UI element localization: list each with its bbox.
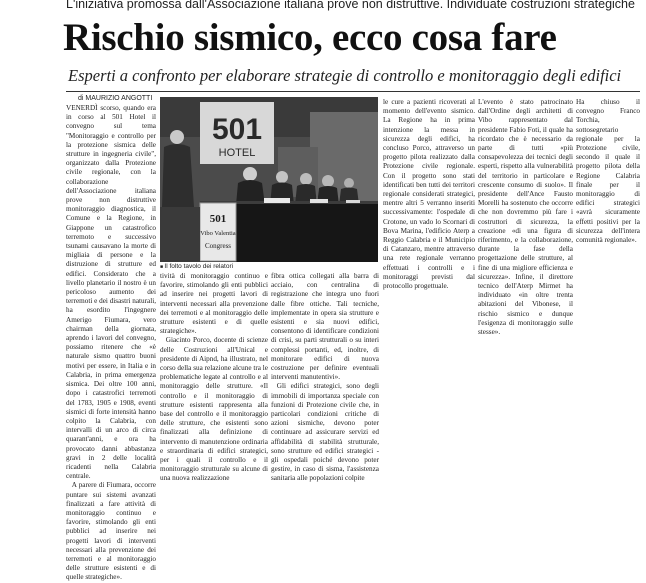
conference-photo-graphic: [160, 97, 378, 262]
paragraph: le cure a pazienti ricoverati al momento dell'evento sismico. La Regione ha in prima intenzione la messa in sicurezza degli edifici, ha concluso Porco, attraverso un progetto pilota realizzato dalla Protezione civile regionale. Con il progetto sono stati identificati ben tutti dei territori regionale considerati strategici, mentre altri 5 verranno inseriti successivamente: l'ospedale di Crotone, un vado lo Scornari di Bova Marina, l'edificio Aterp a Reggio Calabria e il Municipio di Catanzaro, mentre attraverso una rete regionale verranno effettuati i controlli e i monitoraggi previsti dal protocollo progettuale.: [383, 98, 475, 291]
backdrop-number: 501: [211, 113, 263, 146]
article-byline: di MAURIZIO ANGOTTI: [78, 95, 153, 102]
podium-line-2: Congress: [204, 242, 232, 250]
podium-number: 501: [209, 213, 227, 225]
text-column-6: [576, 98, 640, 465]
article-kicker: L'iniziativa promossa dall'Associazione italiana prove non distruttive. Individuate costruzioni strategiche: [66, 0, 635, 11]
paragraph: fibra ottica collegati alla barra di acciaio, con centralina di registrazione che integra uno fuori dalle fibre ottiche. Tali tecniche, implementate in opera sia strutture e esistenti e sia nuovi edifici, consentono di identificare condizioni di crisi, su parti strutturali o su interi complessi portanti, ed, inoltre, di monitorare edifici di nuova costruzione per definire eventuali interventi manutentivi».: [271, 272, 379, 382]
text-column-2: [160, 272, 268, 483]
text-column-1: [66, 104, 157, 582]
text-column-5: [478, 98, 573, 465]
paragraph: L'evento è stato patrocinato dall'Ordine degli architetti di Vibo rappresentato dal presidente Fabio Foti, il quale ha ricordato che è necessario da parte di tutti «più consapevolezza dei tecnici degli esperti, rispetto alla vulnerabilità del territorio in particolare e crescente consumo di suolo». Il presidente dell'Ance Fausto Morelli ha sostenuto che occorre che non dovremmo più fare i costruttori di sicurezza, la creazione «di una figura di riferimento, e la collaborazione, durante la fase della progettazione delle strutture, al fine di una migliore efficienza e sicurezza». Infine, il direttore tecnico dell'Aterp Mirmet ha individuato «in oltre trenta abitazioni del Vibonese, il rischio sismico e dunque l'esigenza di monitoraggio sulle stesse».: [478, 98, 573, 337]
backdrop-label: HOTEL: [218, 147, 256, 159]
paragraph: Giacinto Porco, docente di scienze delle Costruzioni all'Unical e presidente di Aipnd, ha illustrato, nel corso della sua relazione alcune tra le problematiche legate al controllo e al monitoraggio delle strutture. «Il controllo e il monitoraggio di strutture esistenti rappresenta alla base del controllo e il monitoraggio delle strutture, che esistenti sono finalizzati alla definizione di intervento di manutenzione ordinaria e straordinaria di edifici strategici, per i quali il controllo e il monitoraggio strutturale su alcune di una nuova realizzazione: [160, 336, 268, 483]
paragraph: Ha chiuso il convegno Franco Torchia, sottosegretario regionale per la Protezione civile, secondo il quale il progetto pilota della Regione Calabria finale per il monitoraggio di edifici strategici «avrà sicuramente effetti positivi per la sicurezza dell'intera comunità regionale».: [576, 98, 640, 245]
header-divider: [66, 91, 640, 92]
paragraph: VENERDÌ scorso, quando era in corso al 501 Hotel il convegno sul tema "Monitoraggio e controllo per la protezione sismica delle strutture in ingegneria civile", organizzato dalla Protezione civile regionale, con la collaborazione dell'Associazione italiana prove non distruttive monitoraggio diagnostica, il Comune e la Regione, in Giappone un catastrofico terremoto e successivo tsunami causavano la morte di migliaia di persone e la distruzione di strutture ed edifici. Considerato che a livello planetario il nostro è un pericoloso aumento dei terremoti e dei disastri naturali, ha esordito l'ingegnere Amerigo Fiumara, vero chairman della giornata, aprendo i lavori del convegno, possiamo ritenere che «è naturale sismo quattro buoni motivi per essere, in Italia e in Calabria, in prima emergenza sismica. Dei oltre 100 anni, dopo i catastrofici terremoti del 1783, 1905 e 1908, eventi sismici di forte intensità hanno colpito la Calabria, con intervalli di un arco di circa quarant'anni, e ora ha provocato danni abbastanza gravi in 2 delle località ricadenti nella Calabria centrale.: [66, 104, 157, 481]
photo-caption: ■ Il folto tavolo dei relatori: [160, 262, 378, 272]
article-subheadline: Esperti a confronto per elaborare strategie di controllo e monitoraggio degli edifici: [68, 66, 622, 85]
podium-line-1: Vibo Valentia: [200, 230, 236, 237]
text-column-3: [271, 272, 379, 483]
article-headline: Rischio sismico, ecco cosa fare: [63, 16, 557, 59]
conference-photo: [160, 97, 378, 262]
text-column-4: [383, 98, 475, 465]
paragraph: A parere di Fiumara, occorre puntare sui sistemi avanzati finalizzati a fare attività di monitoraggio continuo e favorire, stimolando gli enti pubblici ad inserire nei progetti lavori di interventi necessari alla prevenzione dei terremoti e al monitoraggio delle strutture esistenti e di quelle strategiche».: [66, 481, 156, 582]
paragraph: Gli edifici strategici, sono degli immobili di importanza speciale con funzioni di Protezione civile che, in particolari condizioni critiche di azioni sismiche, devono poter continuare ad assicurare servizi ed affidabilità di stabilità strutturale, sono strutture ed edifici strategici - gli ospedali poiché devono poter gestire, in caso di sisma, l'assistenza sanitaria alle popolazioni colpite: [271, 382, 379, 483]
paragraph: tività di monitoraggio continuo e favorire, stimolando gli enti pubblici ad inserire nei progetti lavori di interventi necessari alla prevenzione dei terremoti e al monitoraggio delle strutture esistenti e di quelle strategiche».: [160, 272, 268, 336]
